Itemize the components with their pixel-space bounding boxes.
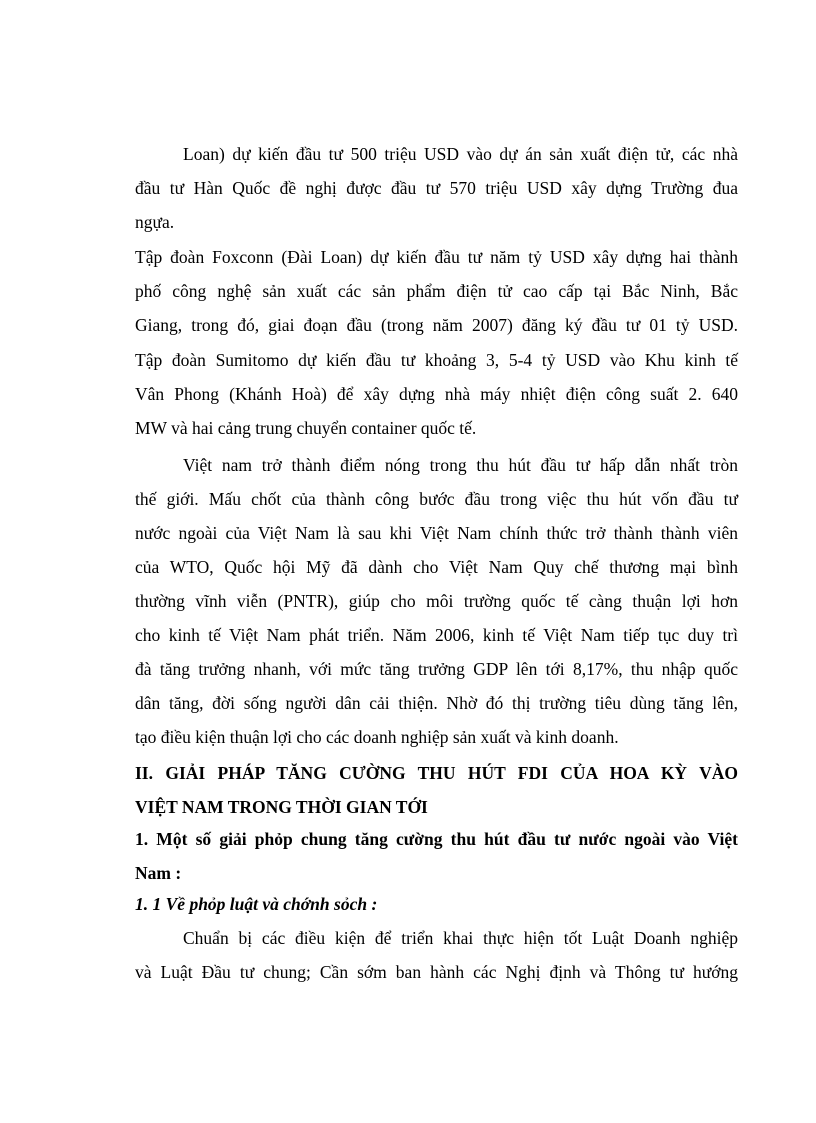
section-heading: II. GIẢI PHÁP TĂNG CƯỜNG THU HÚT FDI CỦA HOA KỲ VÀO: [135, 763, 738, 783]
paragraph-line: tạo điều kiện thuận lợi cho các doanh nghiệp sản xuất và kinh doanh.: [135, 727, 619, 747]
paragraph-line: phố công nghệ sản xuất các sản phẩm điện tử cao cấp tại Bắc Ninh, Bắc: [135, 281, 738, 301]
paragraph-line: Việt nam trở thành điểm nóng trong thu hút đầu tư hấp dẫn nhất tròn: [183, 455, 738, 475]
paragraph-line: thường vĩnh viễn (PNTR), giúp cho môi trường quốc tế càng thuận lợi hơn: [135, 591, 738, 611]
paragraph-line: đà tăng trưởng nhanh, với mức tăng trưởng GDP lên tới 8,17%, thu nhập quốc: [135, 659, 738, 679]
paragraph-line: Loan) dự kiến đầu tư 500 triệu USD vào dự án sản xuất điện tử, các nhà: [183, 144, 738, 164]
subsection-heading: 1. Một số giải phỏp chung tăng cường thu hút đầu tư nước ngoài vào Việt: [135, 829, 738, 849]
paragraph-line: dân tăng, đời sống người dân cải thiện. Nhờ đó thị trường tiêu dùng tăng lên,: [135, 693, 738, 713]
paragraph-line: Vân Phong (Khánh Hoà) để xây dựng nhà máy nhiệt điện công suất 2. 640: [135, 384, 738, 404]
subsection-heading: Nam :: [135, 863, 182, 883]
paragraph-line: nước ngoài của Việt Nam là sau khi Việt Nam chính thức trở thành thành viên: [135, 523, 738, 543]
paragraph-line: MW và hai cảng trung chuyển container quốc tế.: [135, 418, 477, 438]
subsubsection-heading: 1. 1 Về phỏp luật và chớnh sỏch :: [135, 894, 378, 914]
section-heading: VIỆT NAM TRONG THỜI GIAN TỚI: [135, 797, 428, 817]
paragraph-line: cho kinh tế Việt Nam phát triển. Năm 2006, kinh tế Việt Nam tiếp tục duy trì: [135, 625, 738, 645]
paragraph-line: Chuẩn bị các điều kiện để triển khai thực hiện tốt Luật Doanh nghiệp: [183, 928, 738, 948]
paragraph-line: Tập đoàn Foxconn (Đài Loan) dự kiến đầu tư năm tỷ USD xây dựng hai thành: [135, 247, 738, 267]
paragraph-line: của WTO, Quốc hội Mỹ đã dành cho Việt Nam Quy chế thương mại bình: [135, 557, 738, 577]
paragraph-line: Tập đoàn Sumitomo dự kiến đầu tư khoảng 3, 5-4 tỷ USD vào Khu kinh tế: [135, 350, 738, 370]
paragraph-line: ngựa.: [135, 212, 175, 232]
paragraph-line: Giang, trong đó, giai đoạn đầu (trong năm 2007) đăng ký đầu tư 01 tỷ USD.: [135, 315, 738, 335]
paragraph-line: thế giới. Mấu chốt của thành công bước đầu trong việc thu hút vốn đầu tư: [135, 489, 738, 509]
paragraph-line: đầu tư Hàn Quốc đề nghị được đầu tư 570 triệu USD xây dựng Trường đua: [135, 178, 738, 198]
paragraph-line: và Luật Đầu tư chung; Cần sớm ban hành các Nghị định và Thông tư hướng: [135, 962, 738, 982]
